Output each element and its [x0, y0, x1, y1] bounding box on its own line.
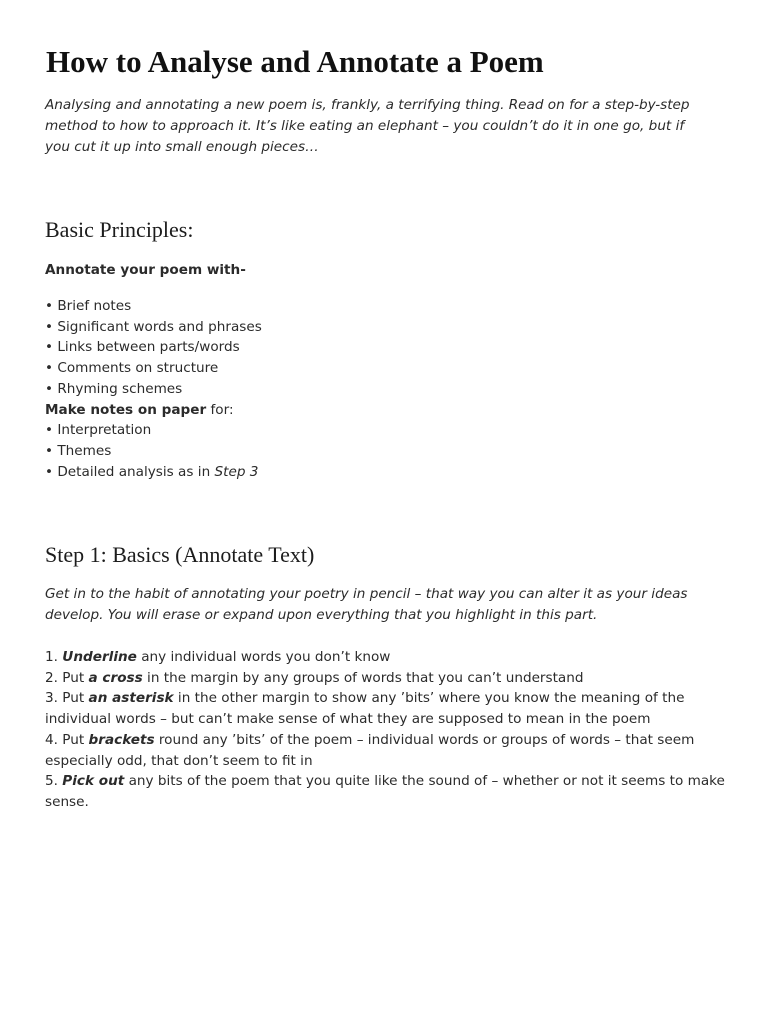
bullet-item: • Rhyming schemes: [45, 380, 183, 397]
intro-line: Analysing and annotating a new poem is, frankly, a terrifying thing. Read on for a step-by-step: [45, 97, 690, 113]
item-number: 3.: [45, 690, 63, 707]
item-number: 4.: [45, 731, 63, 748]
item-number: 5.: [45, 773, 63, 790]
item-text: in the other margin to show any ’bits’ where you know the meaning of the: [173, 690, 685, 707]
item-emphasis: a cross: [88, 669, 143, 686]
item-text: round any ’bits’ of the poem – individual words or groups of words – that seem: [154, 731, 695, 748]
numbered-item: [45, 668, 725, 689]
bullet-item: • Significant words and phrases: [45, 318, 262, 335]
numbered-item-continuation: sense.: [45, 793, 89, 810]
intro-paragraph: [45, 95, 690, 158]
annotate-label: Annotate your poem with-: [45, 262, 246, 278]
numbered-item: [45, 730, 725, 751]
bullet-item: [45, 462, 262, 483]
item-number: 2.: [45, 669, 63, 686]
item-emphasis: brackets: [88, 731, 155, 748]
item-text: in the margin by any groups of words that you can’t understand: [142, 669, 584, 686]
item-emphasis: Pick out: [62, 773, 125, 790]
numbered-item-continuation: especially odd, that don’t seem to fit in: [45, 752, 313, 769]
section-heading-basic-principles: Basic Principles:: [45, 217, 194, 242]
document-title: How to Analyse and Annotate a Poem: [46, 44, 544, 79]
notes-label: [45, 400, 262, 421]
numbered-item: [45, 647, 725, 668]
bullet-item: • Themes: [45, 442, 112, 459]
item-number: 1.: [45, 649, 63, 665]
item-lead: Put: [62, 690, 89, 707]
item-text: any bits of the poem that you quite like the sound of – whether or not it seems to make: [124, 773, 725, 790]
step-reference: Step 3: [214, 463, 259, 480]
bullet-item: • Links between parts/words: [45, 339, 240, 356]
numbered-item-continuation: individual words – but can’t make sense of what they are supposed to mean in the poem: [45, 711, 651, 728]
bullet-item: • Brief notes: [45, 298, 132, 314]
notes-label-bold: Make notes on paper: [45, 401, 207, 418]
principles-list: [45, 296, 262, 482]
item-emphasis: an asterisk: [88, 690, 174, 707]
step1-intro-line: Get in to the habit of annotating your poetry in pencil – that way you can alter it as your ideas: [45, 586, 688, 602]
notes-label-suffix: for:: [206, 401, 234, 418]
numbered-item: [45, 688, 725, 709]
section-heading-step-1: Step 1: Basics (Annotate Text): [45, 542, 315, 567]
step1-numbered-list: [45, 647, 725, 813]
step1-intro-paragraph: [45, 584, 687, 626]
step1-intro-line: develop. You will erase or expand upon everything that you highlight in this part.: [45, 607, 598, 623]
item-emphasis: Underline: [62, 649, 137, 665]
bullet-item: • Comments on structure: [45, 360, 219, 377]
intro-line: you cut it up into small enough pieces…: [45, 139, 319, 155]
item-lead: Put: [62, 669, 89, 686]
intro-line: method to how to approach it. It’s like eating an elephant – you couldn’t do it in one go, but if: [45, 118, 685, 134]
numbered-item: [45, 771, 725, 792]
bullet-item: • Interpretation: [45, 422, 152, 439]
item-lead: Put: [62, 731, 89, 748]
bullet-item-text: • Detailed analysis as in: [45, 463, 215, 480]
item-text: any individual words you don’t know: [136, 649, 391, 665]
